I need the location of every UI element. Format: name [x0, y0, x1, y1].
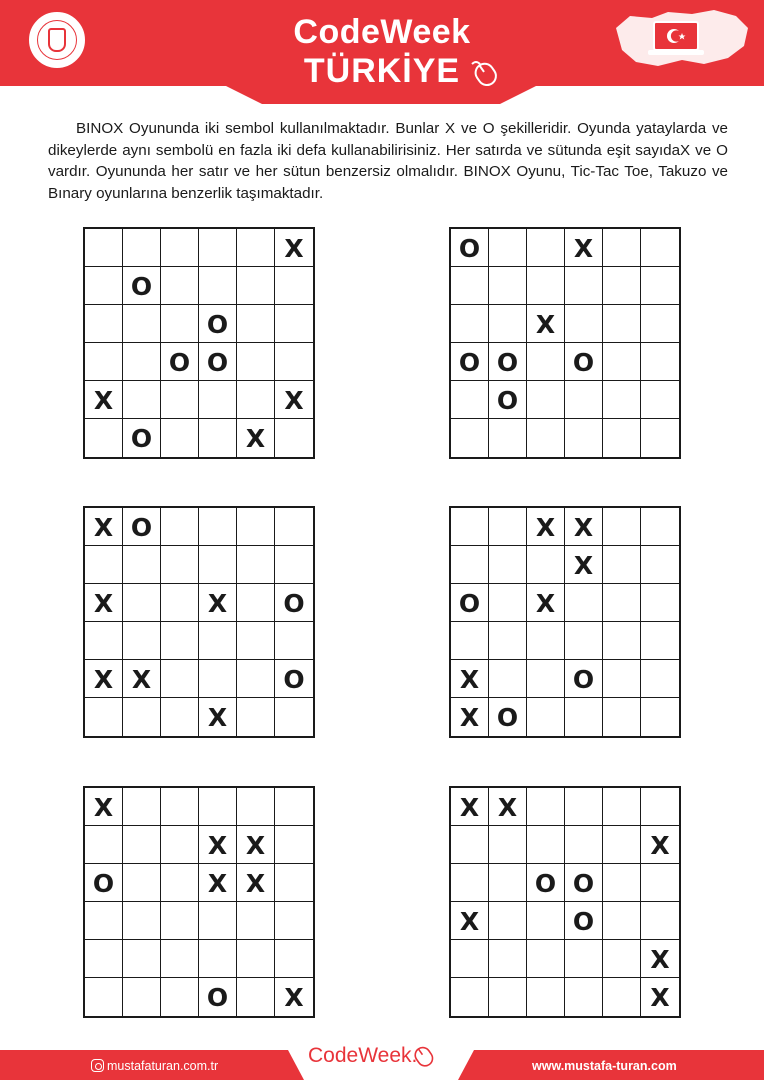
grid-cell[interactable]: [85, 343, 123, 381]
grid-cell[interactable]: [85, 826, 123, 864]
grid-cell[interactable]: [123, 381, 161, 419]
grid-cell[interactable]: [489, 978, 527, 1016]
grid-cell[interactable]: [603, 381, 641, 419]
grid-cell[interactable]: [199, 546, 237, 584]
footer-social-handle[interactable]: mustafaturan.com.tr: [107, 1059, 219, 1073]
grid-cell[interactable]: [161, 826, 199, 864]
grid-cell[interactable]: O: [161, 343, 199, 381]
grid-cell[interactable]: [527, 267, 565, 305]
grid-cell[interactable]: O: [85, 864, 123, 902]
grid-cell[interactable]: [641, 546, 679, 584]
grid-cell[interactable]: [237, 229, 275, 267]
grid-cell[interactable]: [123, 826, 161, 864]
grid-cell[interactable]: [237, 902, 275, 940]
binox-grid-2: [449, 227, 681, 459]
grid-cell[interactable]: X: [237, 826, 275, 864]
grid-cell[interactable]: [489, 940, 527, 978]
grid-cell[interactable]: [123, 788, 161, 826]
grid-cell[interactable]: [565, 622, 603, 660]
grid-cell[interactable]: [565, 698, 603, 736]
grid-cell[interactable]: O: [199, 305, 237, 343]
grid-cell[interactable]: [161, 381, 199, 419]
grid-cell[interactable]: [603, 546, 641, 584]
grid-cell[interactable]: X: [85, 660, 123, 698]
grid-cell[interactable]: X: [275, 381, 313, 419]
grid-cell[interactable]: [275, 508, 313, 546]
grid-cell[interactable]: [275, 622, 313, 660]
grid-cell[interactable]: [489, 229, 527, 267]
grid-cell[interactable]: [603, 698, 641, 736]
grid-cell[interactable]: [603, 343, 641, 381]
binox-grid-4: [449, 506, 681, 738]
grid-cell[interactable]: [603, 622, 641, 660]
grid-cell[interactable]: [161, 508, 199, 546]
grid-cell[interactable]: [603, 267, 641, 305]
grid-cell[interactable]: [489, 622, 527, 660]
grid-cell[interactable]: [85, 902, 123, 940]
grid-cell[interactable]: [85, 978, 123, 1016]
grid-cell[interactable]: O: [199, 343, 237, 381]
grid-cell[interactable]: X: [451, 660, 489, 698]
grid-cell[interactable]: [275, 305, 313, 343]
grid-cell[interactable]: [565, 267, 603, 305]
grid-cell[interactable]: [275, 826, 313, 864]
grid-cell[interactable]: [641, 343, 679, 381]
grid-cell[interactable]: X: [527, 508, 565, 546]
grid-cell[interactable]: [603, 229, 641, 267]
grid-cell[interactable]: [565, 584, 603, 622]
grid-cell[interactable]: [641, 229, 679, 267]
grid-cell[interactable]: [161, 698, 199, 736]
grid-cell[interactable]: [451, 381, 489, 419]
grid-cell[interactable]: O: [565, 660, 603, 698]
grid-cell[interactable]: X: [527, 305, 565, 343]
grid-cell[interactable]: [565, 826, 603, 864]
grid-cell[interactable]: [527, 622, 565, 660]
computer-mouse-icon: [468, 58, 504, 88]
grid-cell[interactable]: [199, 381, 237, 419]
grid-cell[interactable]: [161, 902, 199, 940]
grid-cell[interactable]: [199, 508, 237, 546]
grid-cell[interactable]: [275, 343, 313, 381]
grid-cell[interactable]: [275, 267, 313, 305]
grid-cell[interactable]: X: [641, 826, 679, 864]
grid-cell[interactable]: [85, 229, 123, 267]
grid-cell[interactable]: X: [565, 546, 603, 584]
grid-cell[interactable]: O: [489, 343, 527, 381]
grid-cell[interactable]: [527, 698, 565, 736]
grid-cell[interactable]: X: [199, 826, 237, 864]
grid-cell[interactable]: [161, 229, 199, 267]
footer-website[interactable]: www.mustafa-turan.com: [532, 1059, 677, 1073]
grid-cell[interactable]: [123, 584, 161, 622]
grid-cell[interactable]: X: [275, 229, 313, 267]
grid-cell[interactable]: [565, 419, 603, 457]
grid-cell[interactable]: [451, 864, 489, 902]
grid-cell[interactable]: X: [641, 940, 679, 978]
grid-cell[interactable]: [603, 508, 641, 546]
grid-cell[interactable]: [527, 940, 565, 978]
grid-cell[interactable]: [275, 546, 313, 584]
grid-cell[interactable]: [161, 546, 199, 584]
grid-cell[interactable]: [85, 267, 123, 305]
grid-cell[interactable]: [275, 902, 313, 940]
grid-cell[interactable]: [603, 864, 641, 902]
grid-cell[interactable]: [199, 788, 237, 826]
grid-cell[interactable]: X: [85, 381, 123, 419]
grid-cell[interactable]: [489, 305, 527, 343]
grid-cell[interactable]: [199, 229, 237, 267]
brand-subtitle: TÜRKİYE: [303, 52, 461, 90]
grid-cell[interactable]: [489, 546, 527, 584]
grid-cell[interactable]: [641, 864, 679, 902]
grid-cell[interactable]: [161, 622, 199, 660]
grid-cell[interactable]: [237, 343, 275, 381]
grid-cell[interactable]: [451, 978, 489, 1016]
grid-cell[interactable]: O: [451, 229, 489, 267]
grid-cell[interactable]: [565, 788, 603, 826]
grid-cell[interactable]: X: [85, 788, 123, 826]
grid-cell[interactable]: O: [123, 267, 161, 305]
grid-cell[interactable]: [275, 698, 313, 736]
grid-cell[interactable]: [161, 788, 199, 826]
grid-cell[interactable]: [641, 902, 679, 940]
grid-cell[interactable]: [603, 826, 641, 864]
grid-cell[interactable]: [123, 343, 161, 381]
grid-cell[interactable]: [527, 660, 565, 698]
grid-cell[interactable]: O: [489, 381, 527, 419]
grid-cell[interactable]: O: [199, 978, 237, 1016]
grid-cell[interactable]: [85, 419, 123, 457]
grid-cell[interactable]: [641, 788, 679, 826]
grid-cell[interactable]: [161, 584, 199, 622]
grid-cell[interactable]: [275, 864, 313, 902]
grid-cell[interactable]: X: [237, 419, 275, 457]
grid-cell[interactable]: [527, 419, 565, 457]
grid-cell[interactable]: X: [451, 788, 489, 826]
grid-cell[interactable]: [565, 978, 603, 1016]
grid-cell[interactable]: [123, 902, 161, 940]
grid-cell[interactable]: [641, 584, 679, 622]
grid-cell[interactable]: O: [275, 660, 313, 698]
grid-cell[interactable]: X: [199, 584, 237, 622]
grid-cell[interactable]: [161, 660, 199, 698]
grid-cell[interactable]: [641, 267, 679, 305]
grid-cell[interactable]: X: [284, 983, 304, 1012]
grid-cell[interactable]: [199, 419, 237, 457]
grid-cell[interactable]: X: [237, 864, 275, 902]
turkey-map-laptop-icon: [612, 6, 752, 72]
grid-cell[interactable]: [275, 419, 313, 457]
grid-cell[interactable]: [603, 584, 641, 622]
grid-cell[interactable]: O: [489, 698, 527, 736]
binox-grid-5: [83, 786, 315, 1018]
grid-cell[interactable]: [641, 381, 679, 419]
grid-cell[interactable]: [527, 826, 565, 864]
grid-cell[interactable]: [161, 978, 199, 1016]
grid-cell[interactable]: [237, 546, 275, 584]
grid-cell[interactable]: [527, 229, 565, 267]
grid-cell[interactable]: [527, 978, 565, 1016]
grid-cell[interactable]: [161, 305, 199, 343]
grid-cell[interactable]: [641, 508, 679, 546]
intro-paragraph: BINOX Oyununda iki sembol kullanılmaktadır. Bunlar X ve O şekilleridir. Oyunda yataylarda ve dikeylerde aynı sembolü en fazla iki defa kullanabilirisiniz. Her satırda ve sütunda eşit sayıdaX ve O vardır. Oyununda her satır ve her sütun benzersiz olmalıdır. BINOX Oyunu, Tic-Tac Toe, Takuzo ve Bınary oyunlarına benzerlik taşımaktadır.: [48, 120, 728, 202]
grid-cell[interactable]: O: [275, 584, 313, 622]
grid-cell[interactable]: [199, 660, 237, 698]
grid-cell[interactable]: [603, 305, 641, 343]
grid-cell[interactable]: [123, 978, 161, 1016]
grid-cell[interactable]: [603, 788, 641, 826]
grid-cell[interactable]: X: [489, 788, 527, 826]
grid-cell[interactable]: O: [123, 508, 161, 546]
grid-cell[interactable]: [451, 267, 489, 305]
grid-cell[interactable]: [565, 940, 603, 978]
grid-cell[interactable]: X: [85, 508, 123, 546]
grid-cell[interactable]: [237, 381, 275, 419]
grid-cell[interactable]: [451, 940, 489, 978]
grid-cell[interactable]: X: [199, 864, 237, 902]
grid-cell[interactable]: [527, 381, 565, 419]
grid-cell[interactable]: [85, 546, 123, 584]
grid-cell[interactable]: [565, 305, 603, 343]
grid-cell[interactable]: [199, 902, 237, 940]
grid-cell[interactable]: [161, 267, 199, 305]
grid-cell[interactable]: [489, 864, 527, 902]
grid-cell[interactable]: [527, 788, 565, 826]
grid-cell[interactable]: [237, 622, 275, 660]
grid-cell[interactable]: [489, 584, 527, 622]
grid-cell[interactable]: [199, 622, 237, 660]
grid-cell[interactable]: [451, 508, 489, 546]
grid-cell[interactable]: X: [85, 584, 123, 622]
grid-cell[interactable]: [489, 826, 527, 864]
grid-cell[interactable]: [489, 660, 527, 698]
grid-cell[interactable]: [603, 660, 641, 698]
footer-brand: CodeWeek.: [308, 1044, 418, 1067]
grid-cell[interactable]: [161, 419, 199, 457]
grid-cell[interactable]: [199, 267, 237, 305]
grid-cell[interactable]: O: [527, 864, 565, 902]
grid-cell[interactable]: [603, 978, 641, 1016]
grid-cell[interactable]: [275, 940, 313, 978]
grid-cell[interactable]: [123, 546, 161, 584]
grid-cell[interactable]: [527, 343, 565, 381]
grid-cell[interactable]: [123, 940, 161, 978]
grid-cell[interactable]: [123, 305, 161, 343]
grid-cell[interactable]: [85, 698, 123, 736]
grid-cell[interactable]: [603, 902, 641, 940]
grid-cell[interactable]: [451, 546, 489, 584]
grid-cell[interactable]: O: [451, 343, 489, 381]
grid-cell[interactable]: [603, 419, 641, 457]
grid-cell[interactable]: [85, 940, 123, 978]
grid-cell[interactable]: [237, 267, 275, 305]
grid-cell[interactable]: [527, 546, 565, 584]
brand-title: CodeWeek: [293, 13, 471, 51]
grid-cell[interactable]: X: [199, 698, 237, 736]
grid-cell[interactable]: [237, 305, 275, 343]
grid-cell[interactable]: [489, 902, 527, 940]
grid-cell[interactable]: [123, 698, 161, 736]
grid-cell[interactable]: [603, 940, 641, 978]
grid-cell[interactable]: [123, 622, 161, 660]
grid-cell[interactable]: [451, 826, 489, 864]
grid-cell[interactable]: X: [650, 983, 670, 1012]
binox-grid-1: [83, 227, 315, 459]
grid-cell[interactable]: [161, 864, 199, 902]
grid-cell[interactable]: [237, 584, 275, 622]
grid-cell[interactable]: [641, 622, 679, 660]
instagram-icon: [91, 1059, 104, 1072]
grid-cell[interactable]: [565, 381, 603, 419]
grid-cell[interactable]: [641, 305, 679, 343]
grid-cell[interactable]: X: [451, 698, 489, 736]
grid-cell[interactable]: [641, 660, 679, 698]
grid-cell[interactable]: [85, 305, 123, 343]
grid-cell[interactable]: X: [123, 660, 161, 698]
grid-cell[interactable]: X: [565, 229, 603, 267]
grid-cell[interactable]: X: [451, 902, 489, 940]
grid-cell[interactable]: [85, 622, 123, 660]
grid-cell[interactable]: [451, 305, 489, 343]
grid-cell[interactable]: [641, 698, 679, 736]
grid-cell[interactable]: O: [565, 343, 603, 381]
grid-cell[interactable]: [275, 788, 313, 826]
grid-cell[interactable]: [489, 508, 527, 546]
footer-mouse-icon: [408, 1043, 440, 1069]
grid-cell[interactable]: [237, 508, 275, 546]
grid-cell[interactable]: [527, 902, 565, 940]
grid-cell[interactable]: O: [451, 584, 489, 622]
grid-cell[interactable]: [237, 660, 275, 698]
grid-cell[interactable]: X: [527, 584, 565, 622]
grid-cell[interactable]: [199, 940, 237, 978]
grid-cell[interactable]: [237, 788, 275, 826]
grid-cell[interactable]: O: [123, 419, 161, 457]
grid-cell[interactable]: [237, 940, 275, 978]
grid-cell[interactable]: X: [565, 508, 603, 546]
binox-grid-6: [449, 786, 681, 1018]
grid-cell[interactable]: [161, 940, 199, 978]
grid-cell[interactable]: O: [565, 864, 603, 902]
grid-cell[interactable]: [489, 419, 527, 457]
grid-cell[interactable]: [237, 698, 275, 736]
grid-cell[interactable]: [123, 864, 161, 902]
binox-grid-3: [83, 506, 315, 738]
grid-cell[interactable]: [641, 419, 679, 457]
grid-cell[interactable]: [451, 419, 489, 457]
grid-cell[interactable]: [237, 978, 275, 1016]
grid-cell[interactable]: [123, 229, 161, 267]
grid-cell[interactable]: [451, 622, 489, 660]
grid-cell[interactable]: [489, 267, 527, 305]
grid-cell[interactable]: O: [565, 902, 603, 940]
